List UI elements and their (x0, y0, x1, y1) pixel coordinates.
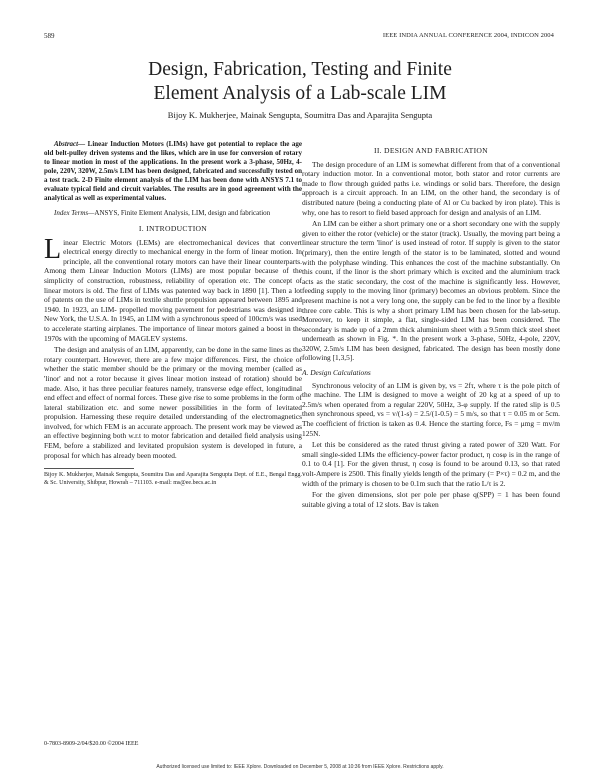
page-number: 589 (44, 32, 55, 40)
index-terms-label: Index Terms— (54, 209, 95, 217)
isbn-copyright: 0-7803-8909-2/04/$20.00 ©2004 IEEE (44, 741, 139, 747)
design-paragraph-5: For the given dimensions, slot per pole per phase q(SPP) = 1 has been found suitable giving a total of 12 slots. Bav is taken (302, 490, 560, 509)
abstract (44, 140, 302, 203)
design-paragraph-3: Synchronous velocity of an LIM is given by, vs = 2fτ, where τ is the pole pitch of the machine. The LIM is designed to move a weight of 20 kg at a speed of up to 2.5m/s when operated from a regular 220V, 50Hz, 3-φ supply. If the rated slip is 0.5 then synchronous speed, vs = v/(1-s) = 2.5/(1-0.5) = 5 m/s, so that τ = 0.05 m or 5cm. The coefficient of friction is taken as 0.4. Hence the starting force, Fs = μmg = mv/m 125N. (302, 380, 560, 438)
subsection-heading-design-calculations: A. Design Calculations (302, 368, 371, 378)
footnote-rule (44, 468, 134, 469)
title-line-2: Element Analysis of a Lab-scale LIM (153, 83, 447, 104)
design-paragraph-2: An LIM can be either a short primary one or a short secondary one with the supply given to either the rotor (vehicle) or the stator (track). Usually, the moving part being a linear structure the term 'linor' is used instead of rotor. If supply is given to the stator (primary), then the entire length of the stator is to be laminated, slotted and wound with the polyphase winding. This enhances the cost of the machine substantially. On this count, if the linor is the short primary which is excited and the aluminium track acts as the static secondary, the cost of the machine is significantly less. However, feeding supply to the moving linor (primary) becomes an obvious problem. Since the present machine is not a very long one, the supply can be fed to the linor by a flexible three core cable. This is why a short primary LIM has been chosen for the lab-setup. Moreover, to keep it simple, a flat, single-sided LIM has been considered. The secondary is made up of a 2mm thick aluminium sheet with a 9.5mm thick steel sheet underneath as shown in Fig. *. In the present work a 3-phase, 50Hz, 4-pole, 220V, 320W, 2.5m/s LIM has been designed, fabricated. The design has been mostly done following [1,3,5]. (302, 219, 560, 363)
section-heading-introduction: I. INTRODUCTION (138, 224, 208, 233)
abstract-label: Abstract— (54, 140, 86, 148)
index-terms-text: ANSYS, Finite Element Analysis, LIM, design and fabrication (94, 209, 271, 217)
running-header: IEEE INDIA ANNUAL CONFERENCE 2004, INDICON 2004 (382, 32, 554, 39)
right-column (302, 140, 560, 511)
license-notice: Authorized licensed use limited to: IEEE Xplore. Downloaded on December 5, 2008 at 10:36 from IEEE Xplore. Restrictions apply. (156, 764, 444, 770)
section-heading-design: II. DESIGN AND FABRICATION (374, 146, 488, 155)
index-terms (44, 209, 302, 218)
intro-paragraph-1 (44, 233, 302, 344)
title-line-1: Design, Fabrication, Testing and Finite (148, 59, 452, 80)
design-paragraph-4: Let this be considered as the rated thrust giving a rated power of 320 Watt. For small single-sided LIMs the efficiency-power factor product, η cosφ is in the range of 0.1 to 0.4 [1]. For the given thrust, η cosφ is found to be around 0.13, so that rated volt-Ampere is 2500. This finally yields length of the primary (= P×τ) = 0.2 m, and the width of the primary is chosen to be 0.1m such that the ratio L/τ is 2. (302, 440, 560, 488)
intro-paragraph-2: The design and analysis of an LIM, apparently, can be done in the same lines as the rotary counterpart. However, there are a few major differences. First, the choice of whether the static member should be the primary or the moving member (called as 'linor' and not a rotor because it gives linear motion instead of rotation) should be made. Also, it has three peculiar features namely, transverse edge effect, longitudinal end effect and effect of normal forces. These give rise to some problems in the form of lateral stabilization etc. and some newer possibilities in the form of levitated propulsion. Harnessing these require detailed understanding of the electromagnetics involved, for which FEM is an accurate approach. The present work may be viewed as an effective beginning both w.r.t to motor fabrication and detailed field analysis using FEM, before a stabilized and levitated propulsion system is developed in future, a proposal for which has already been mooted. (44, 345, 302, 460)
abstract-text: Linear Induction Motors (LIMs) have got potential to replace the age old belt-pulley driven systems and the likes, which are in use for conversion of rotary to linear motion in most of the applications. In the present work a 3-phase, 50Hz, 4-pole, 220V, 320W, 2.5m/s LIM has been designed, fabricated and successfully tested on a test track. 2-D Finite element analysis of the LIM has been done with ANSYS 7.1 to evaluate typical field and circuit variables. The results are in good agreement with the analytical as well as experimental values. (44, 140, 302, 202)
author-list: Bijoy K. Mukherjee, Mainak Sengupta, Soumitra Das and Aparajita Sengupta (167, 110, 433, 120)
left-column (44, 140, 302, 489)
paper-title (40, 58, 560, 106)
author-footnote: Bijoy K. Mukherjee, Mainak Sengupta, Soumitra Das and Aparajita Sengupta Dept. of E.E., Bengal Engg. & Sc. University, Shibpur, Howrah – 711103. e-mail: ms@ee.becs.ac.in (44, 472, 302, 486)
intro-paragraph-1-text: inear Electric Motors (LEMs) are electromechanical devices that convert electrical energy directly to mechanical energy in the form of linear motion. In principle, all the conventional rotary motors can have their linear counterparts. Among them Linear Induction Motors (LIMs) are most popular because of the simplicity of construction, robustness, reliability of operation etc. The concept of linear motors is old. The first of LIMs was patented way back in 1890 [1]. Then a lot of patents on the use of LIMs in textile shuttle propulsion appeared between 1895 and 1940. In 1923, an LIM- propelled moving pavement for pedestrians was designed in New York, the U.S.A. In 1945, an LIM with a synchronous speed of 100cm/s was used to accelerate starting airplanes. The importance of linear motors gained a boost in the 1970s with the upcoming of MAGLEV systems. (44, 237, 302, 343)
design-paragraph-1: The design procedure of an LIM is somewhat different from that of a conventional rotary induction motor. In a conventional motor, both stator and rotor currents are made to flow through guided paths i.e. windings or solid bars. Therefore, the design approach is a circuit approach. In an LIM, on the other hand, the secondary is of distributed nature (being a conducting plate of Al or Cu backed by iron plate). This is why, one has to resort to field based approach for design and analysis of an LIM. (302, 159, 560, 217)
drop-cap: L (44, 233, 62, 265)
